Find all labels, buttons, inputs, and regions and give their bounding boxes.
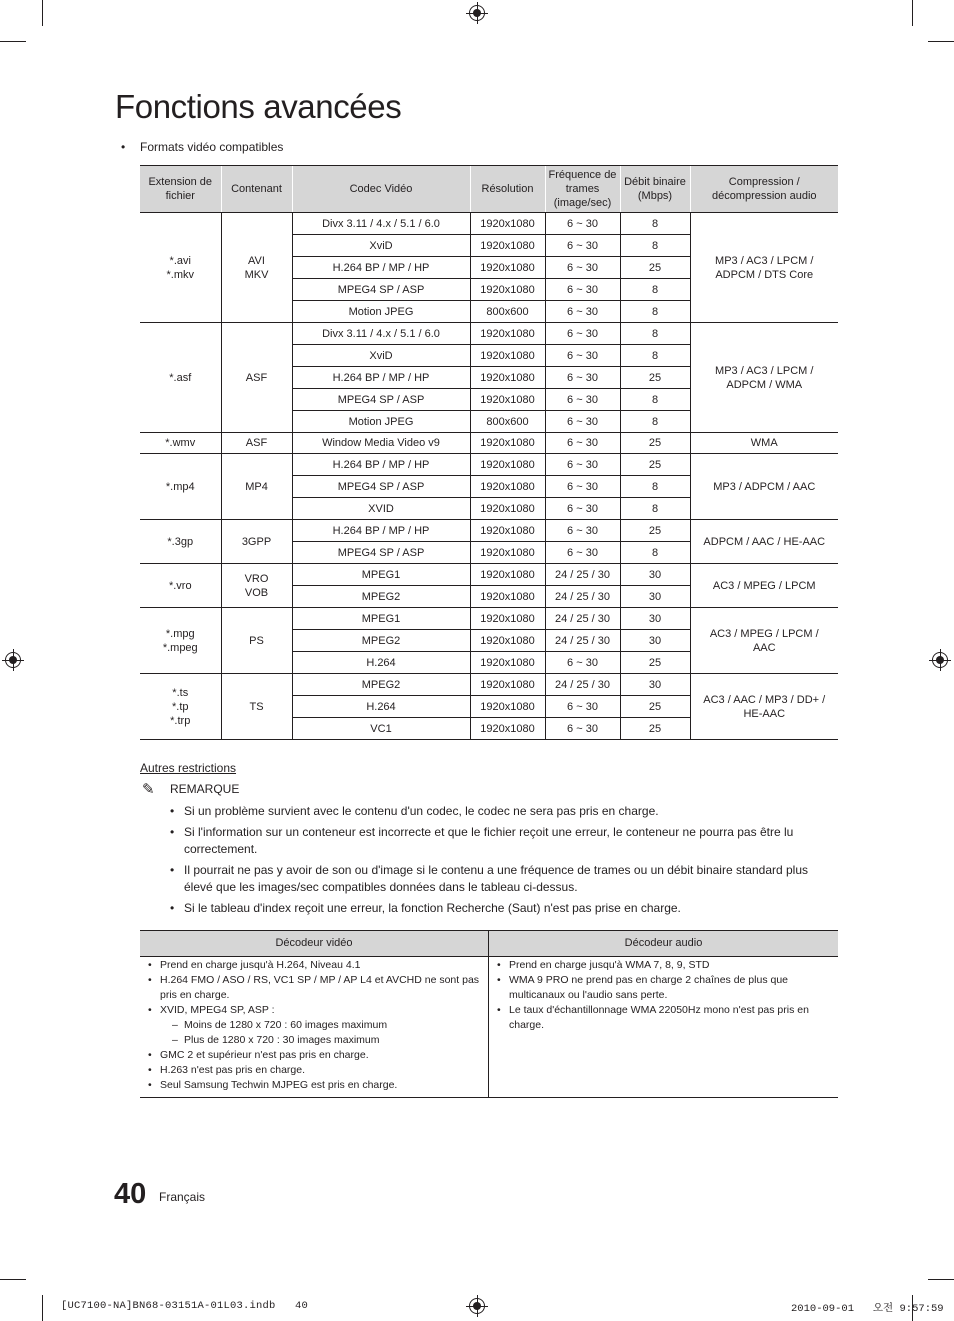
col-header-extension: Extension de fichier [140, 166, 221, 213]
registration-mark-icon [469, 5, 485, 21]
video-decoder-header: Décodeur vidéo [140, 931, 488, 957]
cell-resolution: 1920x1080 [470, 630, 545, 652]
cell-bitrate: 25 [620, 433, 690, 454]
cell-bitrate: 8 [620, 213, 690, 235]
video-formats-table [140, 165, 838, 740]
bullet-icon: • [170, 804, 175, 818]
crop-mark [0, 1279, 26, 1280]
cell-frame-rate: 6 ~ 30 [545, 213, 620, 235]
col-header-bitrate: Débit binaire (Mbps) [620, 166, 690, 213]
cell-resolution: 1920x1080 [470, 433, 545, 454]
cell-bitrate: 30 [620, 586, 690, 608]
bullet-icon: • [170, 901, 175, 915]
cell-bitrate: 8 [620, 542, 690, 564]
cell-audio: WMA [690, 433, 838, 454]
cell-frame-rate: 6 ~ 30 [545, 498, 620, 520]
crop-mark [42, 0, 43, 26]
cell-extension: *.wmv [140, 433, 221, 454]
col-header-container: Contenant [221, 166, 292, 213]
cell-frame-rate: 6 ~ 30 [545, 542, 620, 564]
cell-bitrate: 25 [620, 652, 690, 674]
video-decoder-item: • Prend en charge jusqu'à H.264, Niveau 4.1 [148, 959, 361, 971]
bullet-icon: • [497, 1004, 501, 1016]
cell-frame-rate: 6 ~ 30 [545, 476, 620, 498]
cell-audio: AC3 / MPEG / LPCM [690, 564, 838, 608]
cell-bitrate: 8 [620, 498, 690, 520]
cell-resolution: 1920x1080 [470, 257, 545, 279]
col-header-frame-rate: Fréquence de trames (image/sec) [545, 166, 620, 213]
audio-decoder-header: Décodeur audio [489, 931, 838, 957]
cell-frame-rate: 6 ~ 30 [545, 367, 620, 389]
cell-resolution: 1920x1080 [470, 213, 545, 235]
cell-resolution: 1920x1080 [470, 674, 545, 696]
note-label: REMARQUE [170, 782, 240, 796]
bullet-icon: • [497, 959, 501, 971]
video-decoder-item: • H.264 FMO / ASO / RS, VC1 SP / MP / AP L4 et AVCHD ne sont pas pris en charge. [148, 974, 480, 1001]
page-number: 40 [114, 1178, 147, 1210]
cell-codec: MPEG4 SP / ASP [292, 389, 470, 411]
cell-resolution: 1920x1080 [470, 389, 545, 411]
audio-decoder-item: • Prend en charge jusqu'à WMA 7, 8, 9, STD [497, 959, 710, 971]
video-decoder-item: • H.263 n'est pas pris en charge. [148, 1064, 306, 1076]
cell-codec: H.264 BP / MP / HP [292, 520, 470, 542]
cell-container: TS [221, 674, 292, 740]
cell-frame-rate: 6 ~ 30 [545, 411, 620, 433]
cell-container: VRO VOB [221, 564, 292, 608]
cell-bitrate: 25 [620, 718, 690, 740]
cell-bitrate: 8 [620, 323, 690, 345]
cell-codec: Divx 3.11 / 4.x / 5.1 / 6.0 [292, 323, 470, 345]
bullet-icon: • [170, 863, 175, 877]
cell-bitrate: 25 [620, 454, 690, 476]
cell-audio: MP3 / ADPCM / AAC [690, 454, 838, 520]
cell-resolution: 1920x1080 [470, 367, 545, 389]
cell-frame-rate: 24 / 25 / 30 [545, 586, 620, 608]
bullet-icon: • [148, 974, 152, 986]
bullet-icon: • [148, 1079, 152, 1091]
cell-bitrate: 8 [620, 235, 690, 257]
cell-extension: *.avi *.mkv [140, 213, 221, 323]
cell-frame-rate: 6 ~ 30 [545, 345, 620, 367]
cell-frame-rate: 6 ~ 30 [545, 389, 620, 411]
cell-bitrate: 8 [620, 279, 690, 301]
crop-mark [928, 41, 954, 42]
bullet-icon: • [148, 959, 152, 971]
cell-frame-rate: 24 / 25 / 30 [545, 630, 620, 652]
cell-resolution: 1920x1080 [470, 235, 545, 257]
cell-bitrate: 30 [620, 564, 690, 586]
cell-codec: MPEG2 [292, 586, 470, 608]
bullet-icon: • [121, 140, 126, 154]
cell-bitrate: 25 [620, 367, 690, 389]
cell-bitrate: 8 [620, 345, 690, 367]
cell-resolution: 1920x1080 [470, 454, 545, 476]
cell-resolution: 1920x1080 [470, 718, 545, 740]
cell-frame-rate: 6 ~ 30 [545, 696, 620, 718]
cell-container: PS [221, 608, 292, 674]
cell-bitrate: 30 [620, 630, 690, 652]
page-language: Français [159, 1190, 206, 1204]
cell-audio: AC3 / AAC / MP3 / DD+ / HE-AAC [690, 674, 838, 740]
cell-codec: MPEG1 [292, 564, 470, 586]
cell-frame-rate: 6 ~ 30 [545, 454, 620, 476]
cell-resolution: 1920x1080 [470, 586, 545, 608]
audio-decoder-item: • WMA 9 PRO ne prend pas en charge 2 chaînes de plus que multicanaux ou l'audio sans perte. [497, 974, 789, 1001]
cell-bitrate: 30 [620, 674, 690, 696]
cell-resolution: 1920x1080 [470, 498, 545, 520]
cell-resolution: 1920x1080 [470, 323, 545, 345]
cell-extension: *.mp4 [140, 454, 221, 520]
bullet-icon: • [497, 974, 501, 986]
cell-frame-rate: 6 ~ 30 [545, 433, 620, 454]
cell-codec: MPEG4 SP / ASP [292, 542, 470, 564]
cell-resolution: 1920x1080 [470, 608, 545, 630]
cell-container: ASF [221, 433, 292, 454]
cell-frame-rate: 6 ~ 30 [545, 301, 620, 323]
table-row [140, 213, 838, 235]
cell-extension: *.mpg *.mpeg [140, 608, 221, 674]
cell-container: MP4 [221, 454, 292, 520]
cell-codec: H.264 BP / MP / HP [292, 367, 470, 389]
cell-bitrate: 8 [620, 389, 690, 411]
cell-bitrate: 8 [620, 301, 690, 323]
cell-frame-rate: 6 ~ 30 [545, 235, 620, 257]
cell-resolution: 1920x1080 [470, 564, 545, 586]
formats-bullet [121, 140, 283, 154]
audio-decoder-list [489, 958, 829, 1033]
cell-codec: Motion JPEG [292, 301, 470, 323]
bullet-icon: • [148, 1004, 152, 1016]
page-title: Fonctions avancées [115, 88, 402, 125]
cell-codec: H.264 [292, 696, 470, 718]
cell-codec: H.264 BP / MP / HP [292, 454, 470, 476]
footer-timestamp: 2010-09-01 오전 9:57:59 [791, 1303, 944, 1315]
table-row [140, 564, 838, 586]
cell-codec: XviD [292, 345, 470, 367]
footer-file-info: [UC7100-NA]BN68-03151A-01L03.indb 40 [61, 1300, 309, 1312]
crop-mark [912, 0, 913, 26]
col-header-video-codec: Codec Vidéo [292, 166, 470, 213]
cell-codec: Motion JPEG [292, 411, 470, 433]
restrictions-heading: Autres restrictions [140, 761, 237, 775]
cell-resolution: 800x600 [470, 411, 545, 433]
cell-container: AVI MKV [221, 213, 292, 323]
col-header-audio: Compression / décompression audio [690, 166, 838, 213]
registration-mark-icon [469, 1298, 485, 1314]
bullet-icon: • [148, 1064, 152, 1076]
table-row [140, 520, 838, 542]
cell-resolution: 1920x1080 [470, 476, 545, 498]
audio-decoder-item: • Le taux d'échantillonnage WMA 22050Hz mono n'est pas pris en charge. [497, 1004, 809, 1031]
cell-resolution: 1920x1080 [470, 279, 545, 301]
cell-bitrate: 30 [620, 608, 690, 630]
cell-codec: MPEG4 SP / ASP [292, 476, 470, 498]
cell-codec: MPEG2 [292, 630, 470, 652]
cell-frame-rate: 24 / 25 / 30 [545, 608, 620, 630]
crop-mark [42, 1295, 43, 1321]
table-row [140, 433, 838, 454]
table-row [140, 674, 838, 696]
cell-container: 3GPP [221, 520, 292, 564]
video-decoder-list [140, 958, 480, 1093]
cell-codec: Divx 3.11 / 4.x / 5.1 / 6.0 [292, 213, 470, 235]
dash-icon: – [172, 1034, 178, 1046]
table-row [140, 323, 838, 345]
cell-codec: MPEG2 [292, 674, 470, 696]
registration-mark-icon [932, 652, 948, 668]
cell-bitrate: 25 [620, 257, 690, 279]
cell-frame-rate: 24 / 25 / 30 [545, 674, 620, 696]
cell-frame-rate: 6 ~ 30 [545, 520, 620, 542]
cell-frame-rate: 6 ~ 30 [545, 257, 620, 279]
cell-resolution: 1920x1080 [470, 345, 545, 367]
cell-frame-rate: 6 ~ 30 [545, 718, 620, 740]
cell-container: ASF [221, 323, 292, 433]
cell-resolution: 1920x1080 [470, 652, 545, 674]
cell-codec: H.264 BP / MP / HP [292, 257, 470, 279]
cell-audio: MP3 / AC3 / LPCM / ADPCM / DTS Core [690, 213, 838, 323]
cell-bitrate: 8 [620, 476, 690, 498]
note-item: • Si un problème survient avec le contenu d'un codec, le codec ne sera pas pris en charge. [170, 804, 659, 818]
col-header-resolution: Résolution [470, 166, 545, 213]
crop-mark [928, 1279, 954, 1280]
video-decoder-item: – Moins de 1280 x 720 : 60 images maximum [172, 1019, 388, 1031]
cell-codec: H.264 [292, 652, 470, 674]
cell-resolution: 1920x1080 [470, 520, 545, 542]
cell-codec: MPEG1 [292, 608, 470, 630]
video-decoder-item: – Plus de 1280 x 720 : 30 images maximum [172, 1034, 380, 1046]
video-decoder-item: • GMC 2 et supérieur n'est pas pris en charge. [148, 1049, 369, 1061]
cell-bitrate: 25 [620, 696, 690, 718]
cell-bitrate: 8 [620, 411, 690, 433]
table-row [140, 454, 838, 476]
cell-frame-rate: 24 / 25 / 30 [545, 564, 620, 586]
cell-codec: VC1 [292, 718, 470, 740]
note-item: • Il pourrait ne pas y avoir de son ou d'image si le contenu a une fréquence de trames ou un débit binaire standard plus élevé que les images/sec compatibles données dans le tableau ci-dessus. [170, 863, 809, 894]
cell-extension: *.asf [140, 323, 221, 433]
table-row [140, 608, 838, 630]
cell-codec: XVID [292, 498, 470, 520]
dash-icon: – [172, 1019, 178, 1031]
cell-audio: MP3 / AC3 / LPCM / ADPCM / WMA [690, 323, 838, 433]
cell-codec: XviD [292, 235, 470, 257]
cell-frame-rate: 6 ~ 30 [545, 279, 620, 301]
table-header-row [140, 166, 838, 213]
cell-resolution: 800x600 [470, 301, 545, 323]
cell-extension: *.3gp [140, 520, 221, 564]
formats-bullet-label: Formats vidéo compatibles [140, 140, 284, 154]
cell-resolution: 1920x1080 [470, 542, 545, 564]
cell-resolution: 1920x1080 [470, 696, 545, 718]
registration-mark-icon [5, 652, 21, 668]
cell-extension: *.vro [140, 564, 221, 608]
pencil-icon: ✎ [142, 781, 155, 798]
cell-codec: MPEG4 SP / ASP [292, 279, 470, 301]
cell-frame-rate: 6 ~ 30 [545, 323, 620, 345]
cell-extension: *.ts *.tp *.trp [140, 674, 221, 740]
crop-mark [0, 41, 26, 42]
note-item: • Si le tableau d'index reçoit une erreur, la fonction Recherche (Saut) n'est pas prise en charge. [170, 901, 681, 915]
cell-bitrate: 25 [620, 520, 690, 542]
bullet-icon: • [170, 825, 175, 839]
video-decoder-item: • XVID, MPEG4 SP, ASP : [148, 1004, 275, 1016]
video-decoder-item: • Seul Samsung Techwin MJPEG est pris en charge. [148, 1079, 398, 1091]
bullet-icon: • [148, 1049, 152, 1061]
cell-audio: AC3 / MPEG / LPCM / AAC [690, 608, 838, 674]
cell-audio: ADPCM / AAC / HE-AAC [690, 520, 838, 564]
cell-codec: Window Media Video v9 [292, 433, 470, 454]
decoder-table [140, 930, 838, 1098]
notes-list [170, 803, 840, 921]
note-item: • Si l'information sur un conteneur est incorrecte et que le fichier reçoit une erreur, le conteneur ne pourra pas être lu correctement. [170, 825, 794, 856]
cell-frame-rate: 6 ~ 30 [545, 652, 620, 674]
